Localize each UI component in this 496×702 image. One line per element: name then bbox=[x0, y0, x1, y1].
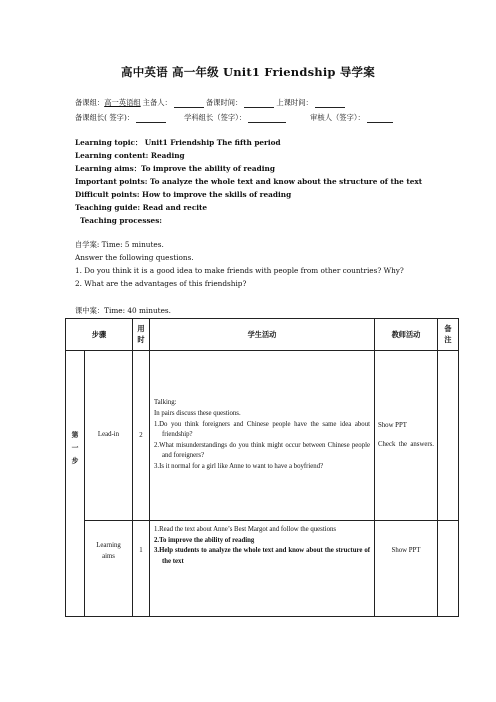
learning-content: Learning content: Reading bbox=[75, 151, 185, 160]
activity-line: 1.Read the text about Anne’s Best Margot and follow the questions bbox=[154, 526, 337, 533]
learning-topic: Learning topic： Unit1 Friendship The fifth period bbox=[75, 138, 281, 147]
activity-line: 3.Help students to analyze the whole text and know about the structure of the text bbox=[154, 547, 370, 565]
preparer-label: 主备人： bbox=[142, 98, 172, 107]
row-time: 1 bbox=[133, 521, 150, 617]
activity-line: 3.Is it normal for a girl like Anne to want to have a boyfriend? bbox=[154, 462, 324, 470]
activity-line: In pairs discuss these questions. bbox=[154, 410, 241, 418]
class-time-blank bbox=[315, 99, 345, 108]
self-study-instruction: Answer the following questions. bbox=[75, 253, 194, 262]
teaching-processes: Teaching processes: bbox=[80, 216, 162, 225]
group-leader-label: 备课组长( 签字)： bbox=[75, 113, 135, 122]
header-step: 步骤 bbox=[66, 319, 133, 351]
self-study-question-2: 2. What are the advantages of this friendship? bbox=[75, 279, 247, 288]
difficult-points: Difficult points: How to improve the skills of reading bbox=[75, 190, 292, 199]
group-value: 高一英语组 bbox=[104, 98, 141, 107]
self-study-time: 自学案: Time: 5 minutes. bbox=[75, 240, 164, 249]
learning-aims: Learning aims：To improve the ability of reading bbox=[75, 164, 275, 173]
group-label: 备课组： bbox=[75, 98, 105, 107]
lesson-plan-table bbox=[65, 318, 459, 617]
group-leader-blank bbox=[136, 114, 166, 123]
step-label-cell bbox=[66, 351, 85, 617]
prep-time-label: 备课时间： bbox=[205, 98, 243, 107]
teacher-line: Show PPT bbox=[391, 547, 421, 554]
notes-cell bbox=[438, 351, 459, 521]
header-student-activity: 学生活动 bbox=[150, 319, 375, 351]
class-case-time: 课中案：Time: 40 minutes. bbox=[75, 306, 171, 315]
teacher-line: Check the answers. bbox=[378, 440, 434, 448]
teacher-activity-cell bbox=[375, 351, 438, 521]
subject-leader-label: 学科组长（签字）： bbox=[184, 113, 247, 122]
activity-line: 2.What misunderstandings do you think might occur between Chinese people and foreigners? bbox=[154, 441, 370, 460]
page-title: 高中英语 高一年级 Unit1 Friendship 导学案 bbox=[121, 65, 375, 79]
header-teacher-activity: 教师活动 bbox=[375, 319, 438, 351]
self-study-question-1: 1. Do you think it is a good idea to make friends with people from other countries? Why? bbox=[75, 266, 404, 275]
reviewer-label: 审核人（签字）： bbox=[310, 113, 365, 122]
student-activity-cell bbox=[150, 521, 375, 617]
header-notes: 备注 bbox=[438, 319, 459, 351]
important-points: Important points: To analyze the whole text and know about the structure of the text bbox=[75, 177, 423, 186]
student-activity-cell bbox=[150, 351, 375, 521]
row-time: 2 bbox=[133, 351, 150, 521]
class-time-label: 上课时间： bbox=[276, 98, 313, 107]
row-name: Learning aims bbox=[96, 542, 121, 560]
table-row bbox=[66, 521, 459, 617]
step-label: 第一步 bbox=[71, 432, 79, 465]
subject-leader-blank bbox=[248, 114, 286, 123]
activity-line: 2.To improve the ability of reading bbox=[154, 536, 255, 544]
activity-line: 1.Do you think foreigners and Chinese people have the same idea about friendship? bbox=[154, 420, 370, 439]
preparer-blank bbox=[174, 99, 204, 108]
teacher-line: Show PPT bbox=[378, 421, 407, 429]
notes-cell bbox=[438, 521, 459, 617]
header-row-2 bbox=[75, 113, 395, 123]
activity-line: Talking: bbox=[154, 399, 177, 407]
header-row-1 bbox=[75, 98, 347, 108]
table-row bbox=[66, 351, 459, 521]
row-name: Lead-in bbox=[97, 431, 120, 439]
table-header-row bbox=[66, 319, 459, 351]
teacher-activity-cell bbox=[375, 521, 438, 617]
row-name-cell bbox=[85, 351, 133, 521]
header-time: 用时 bbox=[133, 319, 150, 351]
row-name-cell bbox=[85, 521, 133, 617]
teaching-guide: Teaching guide: Read and recite bbox=[75, 203, 208, 212]
reviewer-blank bbox=[367, 114, 393, 123]
prep-time-blank bbox=[244, 99, 274, 108]
